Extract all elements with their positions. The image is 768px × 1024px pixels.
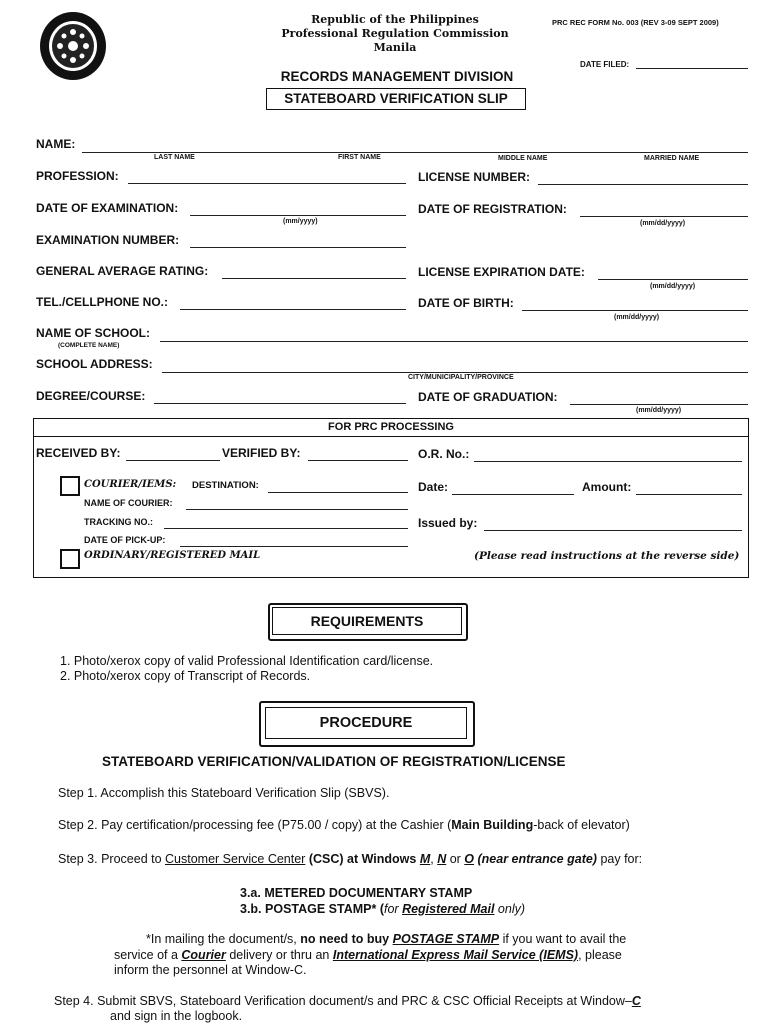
step-3b-postage: 3.b. POSTAGE STAMP* ( <box>240 902 384 916</box>
requirements-title: REQUIREMENTS <box>272 607 462 635</box>
ordinary-mail-label: ORDINARY/REGISTERED MAIL <box>84 550 261 561</box>
date-grad-field[interactable] <box>570 404 748 405</box>
verified-by-field[interactable] <box>308 460 408 461</box>
date-grad-label: DATE OF GRADUATION: <box>418 390 558 404</box>
degree-field[interactable] <box>154 403 406 404</box>
date-exam-field[interactable] <box>190 215 406 216</box>
processing-divider <box>33 436 749 437</box>
processing-title: FOR PRC PROCESSING <box>328 421 454 433</box>
received-by-label: RECEIVED BY: <box>36 446 121 460</box>
courier-iems-label: COURIER/IEMS: <box>84 479 177 490</box>
ordinary-mail-checkbox[interactable] <box>60 549 80 569</box>
courier-name-field[interactable] <box>186 509 408 510</box>
exam-number-field[interactable] <box>190 247 406 248</box>
complete-name-caption: (COMPLETE NAME) <box>58 342 120 349</box>
dob-label: DATE OF BIRTH: <box>418 296 514 310</box>
step-3b-only: only) <box>494 902 526 916</box>
note-line-2: service of a Courier delivery or thru an International Express Mail Service (IEMS), please <box>114 948 622 962</box>
step-3-csc-link: Customer Service Center <box>165 852 306 866</box>
destination-label: DESTINATION: <box>192 480 259 491</box>
or-no-field[interactable] <box>474 461 742 462</box>
commission-text: Professional Regulation Commission <box>281 27 509 40</box>
degree-label: DEGREE/COURSE: <box>36 389 146 403</box>
date-label: Date: <box>418 480 449 494</box>
step-3-pay: pay for: <box>596 852 643 866</box>
amount-field[interactable] <box>636 494 742 495</box>
middle-name-caption: MIDDLE NAME <box>498 155 548 162</box>
procedure-subtitle: STATEBOARD VERIFICATION/VALIDATION OF REGISTRATION/LICENSE <box>102 754 566 769</box>
prc-seal-icon <box>38 10 108 82</box>
step-2-main-building: Main Building <box>451 818 534 832</box>
tel-label: TEL./CELLPHONE NO.: <box>36 295 168 309</box>
name-label: NAME: <box>36 137 76 151</box>
step-3b-registered-mail: Registered Mail <box>402 902 495 916</box>
license-exp-label: LICENSE EXPIRATION DATE: <box>418 265 585 279</box>
step-3-gate: (near entrance gate) <box>474 852 597 866</box>
pickup-label: DATE OF PICK-UP: <box>84 535 166 545</box>
city-text: Manila <box>373 41 417 54</box>
tracking-label: TRACKING NO.: <box>84 517 153 527</box>
or-no-label: O.R. No.: <box>418 447 470 461</box>
destination-field[interactable] <box>268 492 408 493</box>
window-c: C <box>631 994 641 1008</box>
married-name-caption: MARRIED NAME <box>644 155 700 162</box>
step-3b <box>240 902 525 916</box>
profession-field[interactable] <box>128 183 406 184</box>
step-3a: 3.a. METERED DOCUMENTARY STAMP <box>240 886 473 900</box>
last-name-caption: LAST NAME <box>154 154 195 161</box>
date-grad-format: (mm/dd/yyyy) <box>636 407 682 414</box>
step-3: Step 3. Proceed to Customer Service Center (CSC) at Windows M, N or O (near entrance gate) pay for: <box>58 852 643 866</box>
issued-by-label: Issued by: <box>418 516 478 530</box>
step-2-text: Step 2. Pay certification/processing fee (P75.00 / copy) at the Cashier ( <box>58 818 452 832</box>
tel-field[interactable] <box>180 309 406 310</box>
window-m: M <box>419 852 431 866</box>
step-3-windows: (CSC) at Windows <box>305 852 420 866</box>
dob-format: (mm/dd/yyyy) <box>614 314 660 321</box>
republic-text: Republic of the Philippines <box>311 13 479 26</box>
window-o: O <box>464 852 475 866</box>
received-by-field[interactable] <box>126 460 220 461</box>
city-province-caption: CITY/MUNICIPALITY/PROVINCE <box>408 374 514 381</box>
courier-name-label: NAME OF COURIER: <box>84 498 173 508</box>
date-reg-field[interactable] <box>580 216 748 217</box>
date-reg-format: (mm/dd/yyyy) <box>640 220 686 227</box>
step-3b-for: for <box>384 902 403 916</box>
pickup-field[interactable] <box>180 546 408 547</box>
requirement-item-2: 2. Photo/xerox copy of Transcript of Records. <box>60 669 311 683</box>
issued-by-field[interactable] <box>484 530 742 531</box>
profession-label: PROFESSION: <box>36 169 119 183</box>
date-exam-label: DATE OF EXAMINATION: <box>36 201 179 215</box>
gen-avg-field[interactable] <box>222 278 406 279</box>
license-exp-format: (mm/dd/yyyy) <box>650 283 696 290</box>
school-label: NAME OF SCHOOL: <box>36 326 150 340</box>
school-address-field[interactable] <box>162 372 748 373</box>
date-filed-field[interactable] <box>636 68 748 69</box>
step-2 <box>58 818 630 832</box>
verified-by-label: VERIFIED BY: <box>222 446 301 460</box>
school-address-label: SCHOOL ADDRESS: <box>36 357 153 371</box>
note-line-3: inform the personnel at Window-C. <box>114 963 307 977</box>
window-n: N <box>437 852 447 866</box>
date-field[interactable] <box>452 494 574 495</box>
step-4-logbook: and sign in the logbook. <box>110 1009 243 1023</box>
procedure-title: PROCEDURE <box>265 707 467 739</box>
note-line-1: *In mailing the document/s, no need to buy POSTAGE STAMP if you want to avail the <box>146 932 627 946</box>
gen-avg-label: GENERAL AVERAGE RATING: <box>36 264 209 278</box>
requirement-item-1: 1. Photo/xerox copy of valid Professional Identification card/license. <box>60 654 434 668</box>
license-number-field[interactable] <box>538 184 748 185</box>
date-filed-label: DATE FILED: <box>580 60 630 69</box>
name-field[interactable] <box>82 152 748 153</box>
step-4: Step 4. Submit SBVS, Stateboard Verification document/s and PRC & CSC Official Receipts at Window–C <box>54 994 641 1008</box>
first-name-caption: FIRST NAME <box>338 154 381 161</box>
license-exp-field[interactable] <box>598 279 748 280</box>
amount-label: Amount: <box>582 480 632 494</box>
slip-title: STATEBOARD VERIFICATION SLIP <box>266 88 526 110</box>
form-number: PRC REC FORM No. 003 (REV 3-09 SEPT 2009) <box>552 18 719 27</box>
date-reg-label: DATE OF REGISTRATION: <box>418 202 567 216</box>
step-3-text: Step 3. Proceed to <box>58 852 166 866</box>
school-field[interactable] <box>160 341 748 342</box>
step-2-elevator: -back of elevator) <box>533 818 630 832</box>
courier-iems-checkbox[interactable] <box>60 476 80 496</box>
dob-field[interactable] <box>522 310 748 311</box>
license-number-label: LICENSE NUMBER: <box>418 170 531 184</box>
instructions-note: (Please read instructions at the reverse side) <box>474 550 740 562</box>
step-1: Step 1. Accomplish this Stateboard Verification Slip (SBVS). <box>58 786 390 800</box>
exam-number-label: EXAMINATION NUMBER: <box>36 233 180 247</box>
division-title: RECORDS MANAGEMENT DIVISION <box>280 69 514 84</box>
date-exam-format: (mm/yyyy) <box>283 218 318 225</box>
tracking-field[interactable] <box>164 528 408 529</box>
